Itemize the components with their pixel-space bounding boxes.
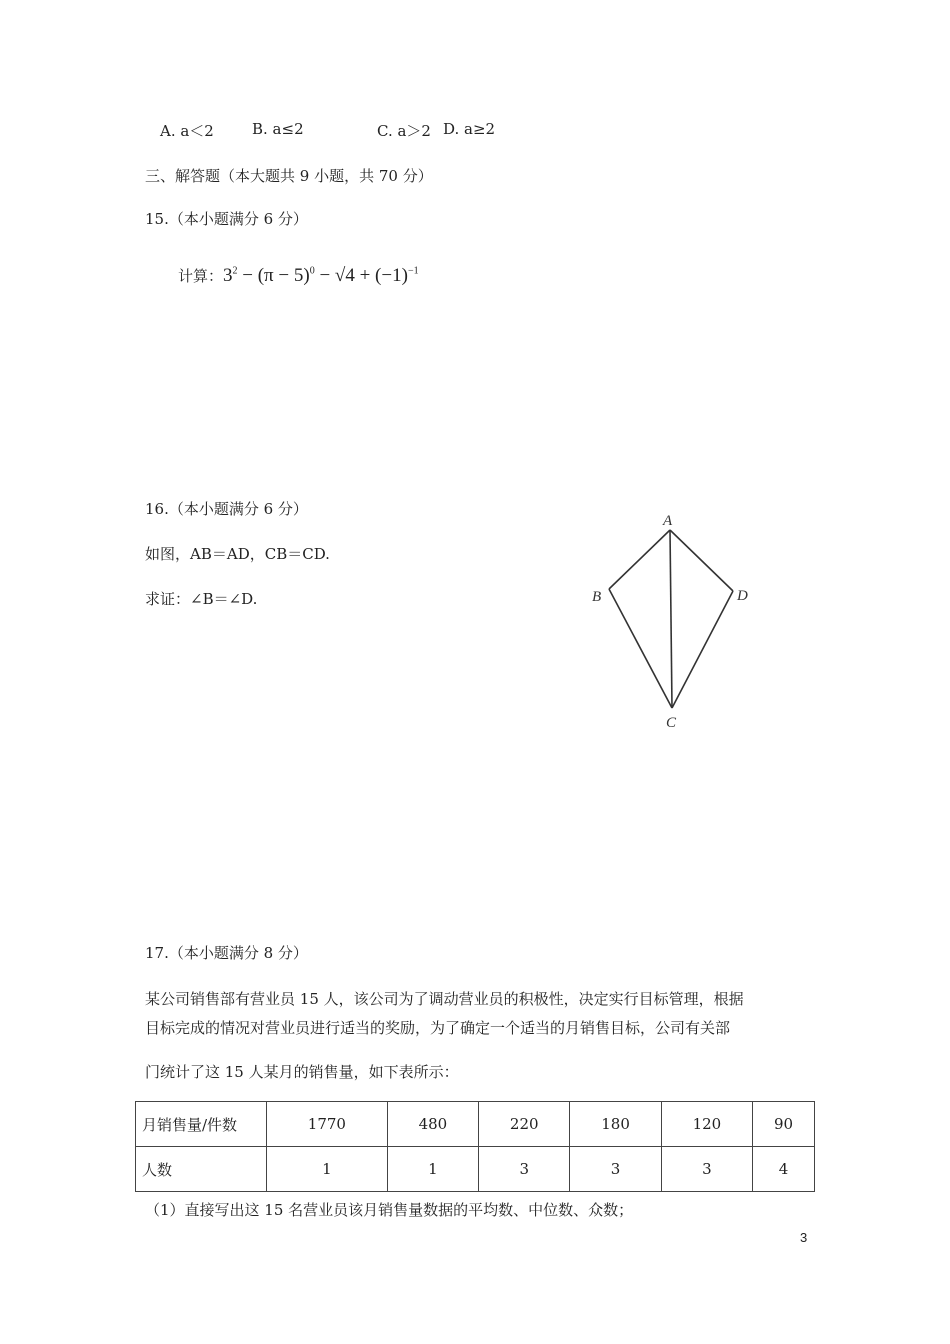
q16-prove: 求证：∠B＝∠D. <box>145 590 258 608</box>
page-number: 3 <box>800 1230 808 1245</box>
q15-sqrt: − √4 + (−1) <box>314 265 408 286</box>
table-cell: 1 <box>267 1147 388 1192</box>
option-c: C. a＞2 <box>377 122 431 140</box>
label-a: A <box>663 513 673 529</box>
table-header-cell: 月销售量/件数 <box>136 1102 267 1147</box>
table-cell: 180 <box>570 1102 661 1147</box>
table-cell: 3 <box>570 1147 661 1192</box>
table-cell: 90 <box>753 1102 815 1147</box>
q17-paragraph-3: 门统计了这 15 人某月的销售量，如下表所示： <box>145 1063 459 1081</box>
table-cell: 480 <box>387 1102 478 1147</box>
q16-given: 如图，AB＝AD，CB＝CD. <box>145 545 330 563</box>
label-b: B <box>592 589 602 605</box>
q15-mid: − (π − 5) <box>237 265 310 286</box>
q15-prompt: 计算： <box>178 267 224 285</box>
q15-expression <box>178 265 419 287</box>
table-cell: 3 <box>661 1147 752 1192</box>
q15-base: 3 <box>223 265 233 286</box>
segment-bc <box>609 589 672 708</box>
q17-paragraph-1: 某公司销售部有营业员 15 人，该公司为了调动营业员的积极性，决定实行目标管理，根据 <box>145 990 744 1008</box>
label-c: C <box>666 715 677 731</box>
sales-table <box>135 1101 815 1192</box>
segment-dc <box>672 591 733 708</box>
option-b: B. a≤2 <box>252 120 304 138</box>
table-cell: 3 <box>479 1147 570 1192</box>
table-header-cell: 人数 <box>136 1147 267 1192</box>
table-cell: 220 <box>479 1102 570 1147</box>
table-cell: 1 <box>387 1147 478 1192</box>
table-row <box>136 1102 815 1147</box>
segment-ab <box>609 530 670 589</box>
option-d: D. a≥2 <box>443 120 496 138</box>
segment-ac <box>670 530 672 708</box>
q15-header: 15.（本小题满分 6 分） <box>145 210 308 228</box>
q17-header: 17.（本小题满分 8 分） <box>145 944 308 962</box>
table-cell: 120 <box>661 1102 752 1147</box>
q15-exp1: 2 <box>232 265 238 277</box>
table-row <box>136 1147 815 1192</box>
q15-exp3: −1 <box>407 265 419 277</box>
label-d: D <box>737 588 748 604</box>
q15-exp2: 0 <box>309 265 315 277</box>
section-heading: 三、解答题（本大题共 9 小题，共 70 分） <box>145 167 433 185</box>
kite-diagram <box>580 505 780 735</box>
q16-header: 16.（本小题满分 6 分） <box>145 500 308 518</box>
q17-paragraph-2: 目标完成的情况对营业员进行适当的奖励，为了确定一个适当的月销售目标，公司有关部 <box>145 1019 731 1037</box>
q17-subquestion-1: （1）直接写出这 15 名营业员该月销售量数据的平均数、中位数、众数； <box>145 1201 634 1219</box>
table-cell: 4 <box>753 1147 815 1192</box>
table-cell: 1770 <box>267 1102 388 1147</box>
option-a: A. a＜2 <box>160 122 214 140</box>
segment-ad <box>670 530 733 591</box>
